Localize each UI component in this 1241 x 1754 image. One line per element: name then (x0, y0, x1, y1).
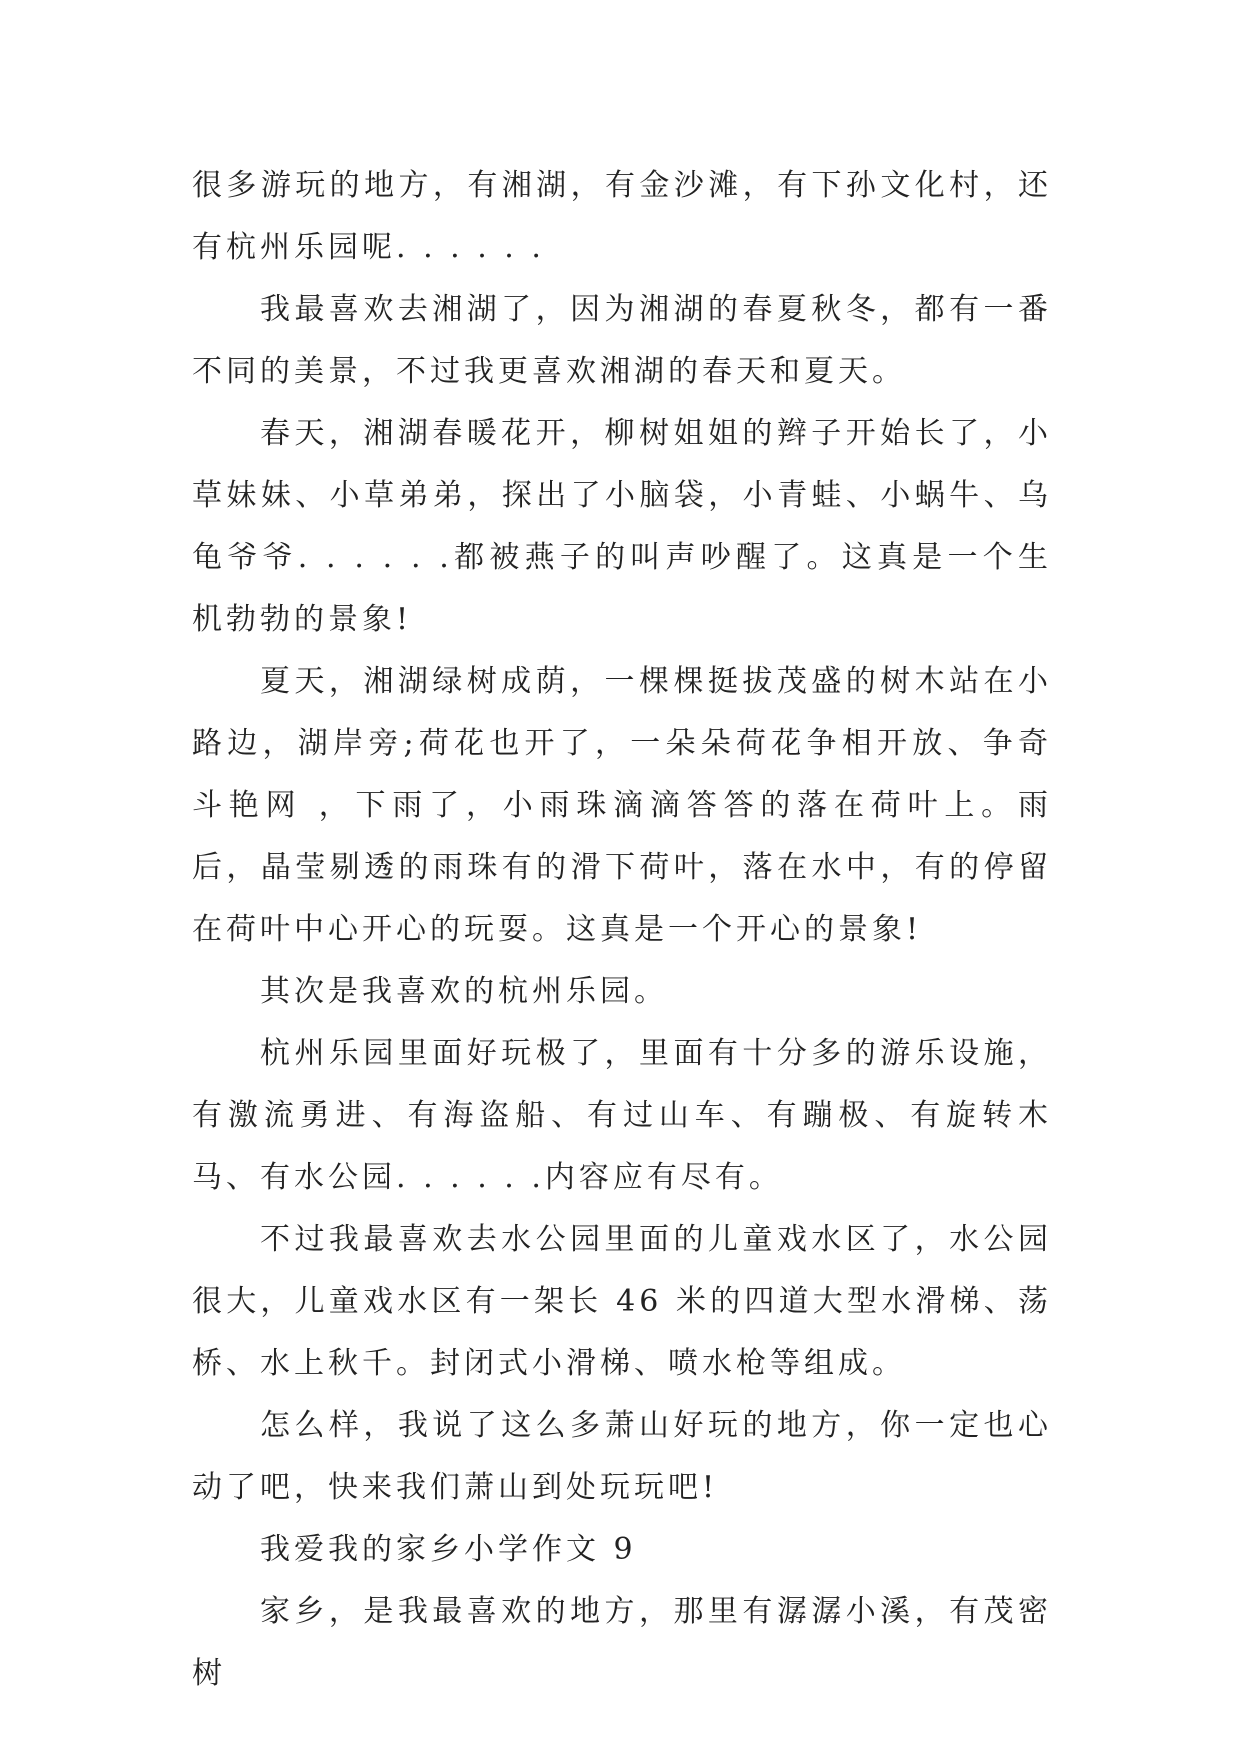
paragraph: 很多游玩的地方，有湘湖，有金沙滩，有下孙文化村，还有杭州乐园呢. . . . . . (192, 168, 1052, 265)
paragraph: 春天，湘湖春暖花开，柳树姐姐的辫子开始长了，小草妹妹、小草弟弟，探出了小脑袋，小青蛙、小蜗牛、乌龟爷爷. . . . . .都被燕子的叫声吵醒了。这真是一个生机勃勃的景象! (192, 416, 1052, 637)
paragraph: 怎么样，我说了这么多萧山好玩的地方，你一定也心动了吧，快来我们萧山到处玩玩吧! (192, 1408, 1052, 1505)
paragraph: 不过我最喜欢去水公园里面的儿童戏水区了，水公园很大，儿童戏水区有一架长 46 米的四道大型水滑梯、荡桥、水上秋千。封闭式小滑梯、喷水枪等组成。 (192, 1222, 1052, 1381)
document-body (192, 155, 1052, 1705)
paragraph: 我最喜欢去湘湖了，因为湘湖的春夏秋冬，都有一番不同的美景，不过我更喜欢湘湖的春天和夏天。 (192, 292, 1052, 389)
paragraph: 家乡，是我最喜欢的地方，那里有潺潺小溪，有茂密树 (192, 1594, 1052, 1691)
section-heading: 我爱我的家乡小学作文 9 (260, 1532, 637, 1567)
paragraph: 其次是我喜欢的杭州乐园。 (260, 974, 668, 1009)
paragraph: 杭州乐园里面好玩极了，里面有十分多的游乐设施，有激流勇进、有海盗船、有过山车、有蹦极、有旋转木马、有水公园. . . . . .内容应有尽有。 (192, 1036, 1052, 1195)
paragraph: 夏天，湘湖绿树成荫，一棵棵挺拔茂盛的树木站在小路边，湖岸旁;荷花也开了，一朵朵荷花争相开放、争奇斗艳网 ，下雨了，小雨珠滴滴答答的落在荷叶上。雨后，晶莹剔透的雨珠有的滑下荷叶，落在水中，有的停留在荷叶中心开心的玩耍。这真是一个开心的景象! (192, 664, 1052, 947)
